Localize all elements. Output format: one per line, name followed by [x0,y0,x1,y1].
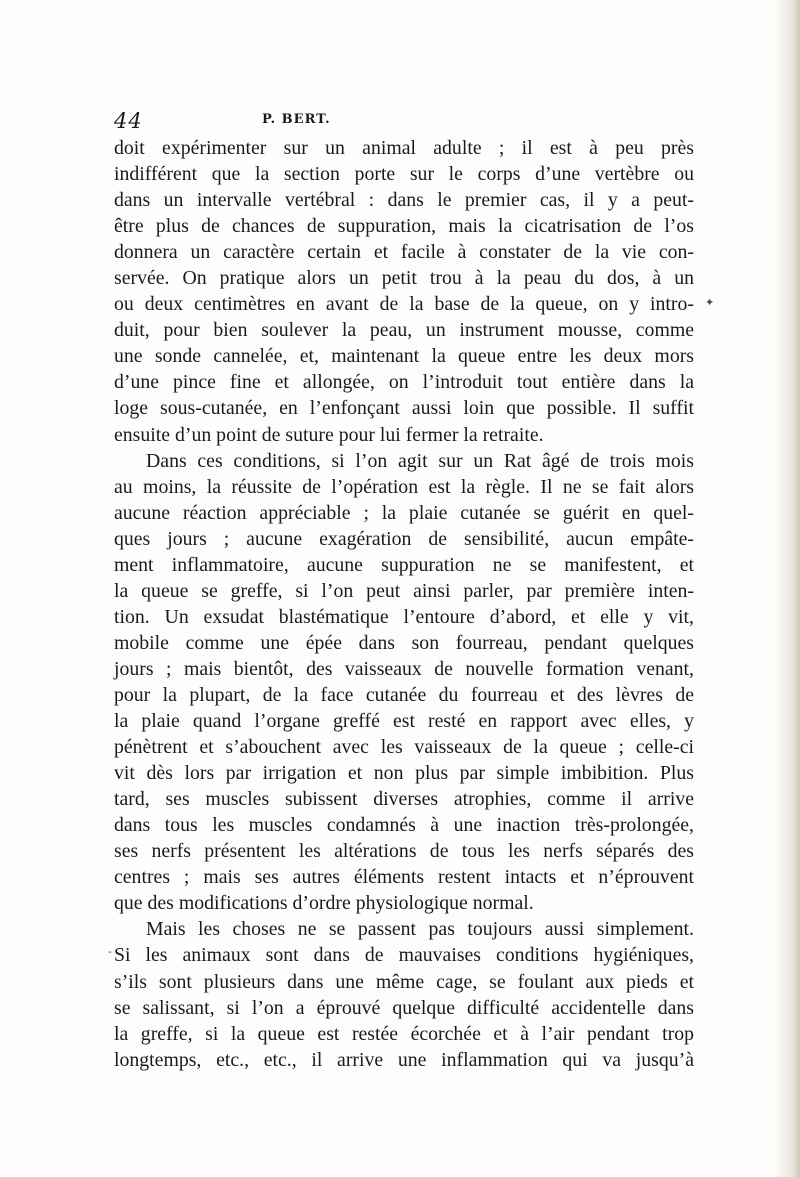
text-line: ou deux centimètres en avant de la base de la queue, on y intro- [114,293,694,316]
text-line: jours ; mais bientôt, des vaisseaux de nouvelle formation venant, [114,657,694,680]
text-line: ment inflammatoire, aucune suppuration ne se manifestent, et [114,553,694,576]
margin-dash-icon: - [108,945,112,958]
text-line: loge sous-cutanée, en l’enfonçant aussi loin que possible. Il suffit [114,397,694,420]
body-text [114,135,694,1073]
text-line: ses nerfs présentent les altérations de tous les nerfs séparés des [114,840,694,863]
text-line: mobile comme une épée dans son fourreau, pendant quelques [114,631,694,654]
text-line: une sonde cannelée, et, maintenant la queue entre les deux mors [114,345,694,368]
text-line: servée. On pratique alors un petit trou à la peau du dos, à un [114,267,694,290]
text-line: tard, ses muscles subissent diverses atrophies, comme il arrive [114,788,694,811]
text-line: dans un intervalle vertébral : dans le premier cas, il y a peut- [114,189,694,212]
paragraph-start: Mais les choses ne se passent pas toujours aussi simplement. [146,918,694,941]
text-line: indifférent que la section porte sur le corps d’une vertèbre ou [114,163,694,186]
text-line: dans tous les muscles condamnés à une inaction très-prolongée, [114,814,694,837]
text-line: la plaie quand l’organe greffé est resté en rapport avec elles, y [114,710,694,733]
page-header [114,109,694,135]
text-line: vit dès lors par irrigation et non plus par simple imbibition. Plus [114,762,694,785]
margin-mark-icon: ✦ [705,296,715,309]
text-line: Si les animaux sont dans de mauvaises conditions hygiéniques, [114,944,694,967]
text-line: être plus de chances de suppuration, mais la cicatrisation de l’os [114,215,694,238]
text-line: la queue se greffe, si l’on peut ainsi parler, par première inten- [114,579,694,602]
text-line: se salissant, si l’on a éprouvé quelque difficulté accidentelle dans [114,996,694,1019]
text-line: s’ils sont plusieurs dans une même cage, se foulant aux pieds et [114,970,694,993]
text-line: pénètrent et s’abouchent avec les vaisseaux de la queue ; celle-ci [114,736,694,759]
text-line: aucune réaction appréciable ; la plaie cutanée se guérit en quel- [114,501,694,524]
text-line: d’une pince fine et allongée, on l’introduit tout entière dans la [114,371,694,394]
paragraph-start: Dans ces conditions, si l’on agit sur un Rat âgé de trois mois [146,449,694,472]
text-line: doit expérimenter sur un animal adulte ; il est à peu près [114,137,694,159]
text-line: ensuite d’un point de suture pour lui fermer la retraite. [114,423,544,446]
page-edge-shadow [774,0,800,1177]
text-line: la greffe, si la queue est restée écorchée et à l’air pendant trop [114,1022,694,1045]
text-line: ques jours ; aucune exagération de sensibilité, aucun empâte- [114,527,694,550]
text-line: tion. Un exsudat blastématique l’entoure d’abord, et elle y vit, [114,605,694,628]
text-line: que des modifications d’ordre physiologique normal. [114,892,534,915]
text-line: donnera un caractère certain et facile à constater de la vie con- [114,241,694,264]
text-line: duit, pour bien soulever la peau, un instrument mousse, comme [114,319,694,342]
text-line: centres ; mais ses autres éléments restent intacts et n’éprouvent [114,866,694,889]
running-head: P. BERT. [262,112,331,127]
page-number: 44 [114,109,143,133]
text-line: longtemps, etc., etc., il arrive une inflammation qui va jusqu’à [114,1048,694,1071]
text-line: au moins, la réussite de l’opération est la règle. Il ne se fait alors [114,475,694,498]
text-line: pour la plupart, de la face cutanée du fourreau et des lèvres de [114,683,694,706]
